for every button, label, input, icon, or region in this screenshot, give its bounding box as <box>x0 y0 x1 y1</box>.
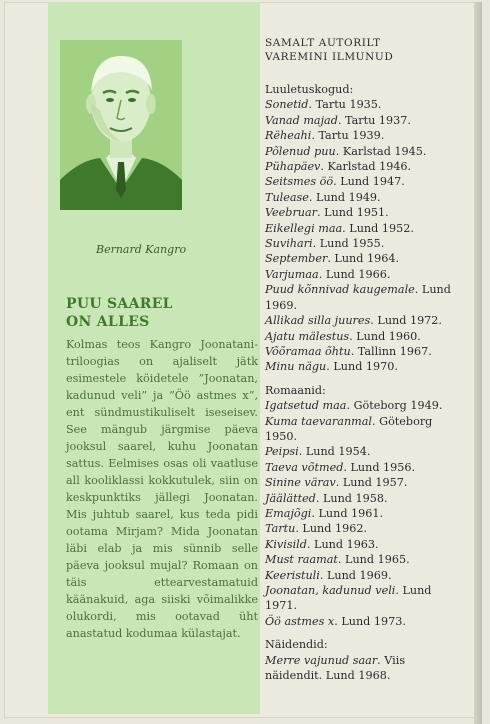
bibliography-entry <box>265 460 465 475</box>
section-title: Näidendid: <box>265 638 328 652</box>
entry-title: Varjumaa <box>265 267 319 281</box>
bibliography-entry <box>265 583 465 614</box>
bibliography-entry <box>265 221 465 236</box>
bibliography-entry <box>265 537 465 552</box>
entry-details: . Tartu 1939. <box>311 129 385 143</box>
entry-title: Keeristuli <box>265 568 320 582</box>
entry-title: Eikellegi maa <box>265 221 343 235</box>
bibliography-section <box>265 637 465 683</box>
entry-details: . Tartu 1935. <box>308 98 382 112</box>
author-portrait <box>60 40 182 210</box>
entry-title: Tulease <box>265 190 309 204</box>
entry-details: . Lund 1947. <box>333 175 405 189</box>
entry-title: Pühapäev <box>265 160 321 174</box>
entry-details: . Lund 1954. <box>298 445 371 459</box>
bibliography-entry <box>265 128 465 143</box>
entry-title: Põlenud puu <box>265 144 336 158</box>
entry-title: Ajatu mälestus <box>265 329 350 343</box>
bibliography-entry <box>265 398 465 413</box>
entry-details: . Lund 1961. <box>311 506 384 520</box>
entry-title: Sinine värav <box>265 476 336 490</box>
entry-details: . Lund 1966. <box>318 267 391 281</box>
entry-title: Vanad majad <box>265 113 338 127</box>
bibliography-entry <box>265 144 465 159</box>
bibliography-entry <box>265 329 465 344</box>
heading-line: VAREMINI ILMUNUD <box>265 51 394 63</box>
entry-details: . Lund 1973. <box>334 614 406 628</box>
entry-details: . Lund 1957. <box>335 476 408 490</box>
entry-details: . Karlstad 1946. <box>320 160 412 174</box>
entry-title: Seitsmes öö <box>265 175 334 189</box>
entry-title: Suvihari <box>265 237 313 251</box>
entry-title: Tartu <box>265 522 296 536</box>
bibliography-entry <box>265 614 465 629</box>
bibliography-entry <box>265 174 465 189</box>
entry-details: . Lund 1963. <box>306 537 379 551</box>
entry-details: . Lund 1960. <box>349 329 421 343</box>
entry-details: . Tallinn 1967. <box>350 344 432 358</box>
entry-details: . Lund 1972. <box>370 314 442 328</box>
bibliography-entry <box>265 251 465 266</box>
entry-title: Sonetid <box>265 98 309 112</box>
entry-details: . Lund 1964. <box>327 252 400 266</box>
bibliography-sections <box>265 82 465 683</box>
bibliography-section <box>265 82 465 375</box>
entry-title: Kuma taevaranmal <box>265 414 373 428</box>
entry-title: Veebruar <box>265 206 318 220</box>
bibliography-entry <box>265 414 465 445</box>
entry-details: . Lund 1971. <box>265 584 432 613</box>
bibliography-entry <box>265 113 465 128</box>
bibliography-heading <box>265 36 465 64</box>
entry-details: . Tartu 1937. <box>337 113 411 127</box>
portrait-image <box>60 40 182 210</box>
cover-edge <box>474 2 482 724</box>
book-title-line: ON ALLES <box>66 314 150 330</box>
entry-title: Emajõgi <box>265 506 312 520</box>
entry-title: Taeva võtmed <box>265 460 344 474</box>
entry-details: . Lund 1969. <box>265 283 451 312</box>
photo-caption: Bernard Kangro <box>96 243 187 256</box>
bibliography-entry <box>265 159 465 174</box>
entry-details: . Viis näidendit. Lund 1968. <box>265 653 406 683</box>
bibliography-entry <box>265 552 465 567</box>
bibliography-entry <box>265 190 465 205</box>
bibliography-entry <box>265 475 465 490</box>
entry-details: . Lund 1952. <box>342 221 414 235</box>
bibliography-entry <box>265 282 465 313</box>
book-blurb: Kolmas teos Kangro Joonatani-triloogias on ajaliselt jätk esimestele köidetele ”Joonatan, kadunud veli” ja ”Öö astmes x”, ent sündmustikuliselt iseseisev. See mängub järgmise päeva jooksul saarel, kuhu Joonatan sattus. Eelmises osas oli vaatluse all kooliklassi kokkutulek, siin on keskpunktiks jällegi Joonatan. Mis juhtub saarel, kus teda pidi ootama Mirjam? Mida Joonatan läbi elab ja mis sünnib selle päeva jooksul mujal? Romaan on täis ettearvestamatuid käänakuid, aga siiski võimalikke olukordi, mis ootavad üht anastatud kodumaa külastajat. <box>66 338 258 640</box>
entry-title: Minu nägu <box>265 360 327 374</box>
entry-details: . Lund 1965. <box>337 553 410 567</box>
book-title-line: PUU SAAREL <box>66 296 173 312</box>
entry-title: Puud kõnnivad kaugemale <box>265 283 415 297</box>
entry-details: . Lund 1958. <box>315 491 388 505</box>
heading-line: SAMALT AUTORILT <box>265 37 381 49</box>
bibliography-entry <box>265 444 465 459</box>
entry-details: . Karlstad 1945. <box>335 144 427 158</box>
bibliography <box>265 36 465 683</box>
entry-details: . Lund 1949. <box>308 190 381 204</box>
entry-details: . Lund 1970. <box>326 360 398 374</box>
entry-title: Jäälätted <box>265 491 316 505</box>
bibliography-entry <box>265 359 465 374</box>
book-title <box>66 295 236 331</box>
bibliography-entry <box>265 97 465 112</box>
bibliography-entry <box>265 653 465 684</box>
entry-title: Igatsetud maa <box>265 399 347 413</box>
entry-title: Öö astmes x <box>265 614 335 628</box>
entry-details: . Göteborg 1949. <box>346 399 443 413</box>
entry-details: . Lund 1962. <box>295 522 368 536</box>
bibliography-entry <box>265 236 465 251</box>
entry-details: . Lund 1956. <box>343 460 416 474</box>
entry-title: Allikad silla juures <box>265 314 371 328</box>
entry-title: Must raamat <box>265 553 338 567</box>
bibliography-entry <box>265 313 465 328</box>
entry-title: Võõramaa õhtu <box>265 344 351 358</box>
bibliography-section <box>265 383 465 630</box>
entry-details: . Lund 1951. <box>317 206 389 220</box>
entry-title: Merre vajunud saar <box>265 653 378 667</box>
bibliography-entry <box>265 568 465 583</box>
entry-title: Joonatan, kadunud veli <box>265 584 396 597</box>
entry-title: Kivisild <box>265 537 307 551</box>
entry-details: . Lund 1955. <box>312 237 385 251</box>
section-title: Romaanid: <box>265 383 326 397</box>
bibliography-entry <box>265 344 465 359</box>
entry-details: . Lund 1969. <box>319 568 392 582</box>
entry-title: Rëheahi <box>265 129 312 143</box>
section-title: Luuletuskogud: <box>265 83 354 96</box>
bibliography-entry <box>265 267 465 282</box>
bibliography-entry <box>265 521 465 536</box>
bibliography-entry <box>265 205 465 220</box>
entry-title: September <box>265 252 328 266</box>
bibliography-entry <box>265 491 465 506</box>
bibliography-entry <box>265 506 465 521</box>
entry-details: . Göteborg 1950. <box>265 414 433 443</box>
entry-title: Peipsi <box>265 445 299 459</box>
